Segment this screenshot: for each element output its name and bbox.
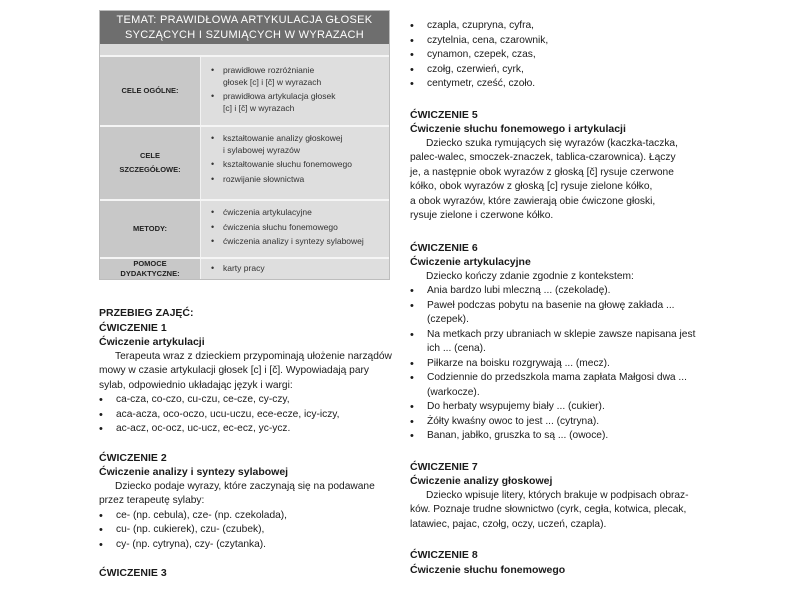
list-item: • cu- (np. cukierek), czu- (czubek),: [99, 523, 399, 538]
table-title-line: SYCZĄCYCH I SZUMIĄCYCH W WYRAZACH: [124, 29, 365, 41]
paragraph-line: ków. Poznaje trudne słownictwo (cyrk, cegła, kotwica, plecak,: [410, 504, 687, 515]
list-item: • Ania bardzo lubi mleczną ... (czekoladę).: [410, 284, 710, 299]
list-item: • centymetr, cześć, czoło.: [410, 77, 710, 92]
exercise-subheading: Ćwiczenie analizy i syntezy sylabowej: [99, 466, 289, 478]
paragraph-line: mowy w czasie artykulacji głosek [c] i [č]. Wypowiadają pary: [99, 365, 369, 376]
exercise-heading: ĆWICZENIE 2: [99, 451, 167, 464]
paragraph-line: sylab, odpowiednio układając język i wargi:: [99, 379, 293, 391]
paragraph-line: latawiec, pajac, czołg, oczy, uczeń, czapla).: [410, 518, 607, 530]
table-row-general-goals: [100, 57, 389, 125]
list-item: • karty pracy: [211, 263, 385, 275]
exercise-heading: ĆWICZENIE 1: [99, 321, 167, 334]
list-item: • cynamon, czepek, czas,: [410, 48, 710, 63]
list-item: • cy- (np. cytryna), czy- (czytanka).: [99, 538, 399, 553]
table-title: [100, 11, 389, 44]
list-item: • ce- (np. cebula), cze- (np. czekolada),: [99, 509, 399, 524]
right-column: [410, 19, 710, 577]
list-item: • Banan, jabłko, gruszka to są ... (owoce).: [410, 429, 710, 444]
exercise-heading: ĆWICZENIE 7: [410, 460, 478, 473]
list-item: • Do herbaty wsypujemy biały ... (cukier).: [410, 400, 710, 415]
table-row-specific-goals: [100, 127, 389, 199]
bullet-list: [99, 393, 399, 437]
paragraph-line: Dziecko podaje wyrazy, które zaczynają się na podawane: [115, 480, 375, 492]
paragraph-line: Dziecko kończy zdanie zgodnie z kontekstem:: [426, 270, 634, 282]
list-item: • prawidłowa artykulacja głosek [c] i [č] w wyrazach: [211, 91, 385, 114]
row-label: METODY:: [100, 201, 200, 257]
list-item: • Piłkarze na boisku rozgrywają ... (mecz).: [410, 357, 710, 372]
list-item: • Codziennie do przedszkola mama zapłata Małgosi dwa ... (warkocze).: [410, 371, 710, 400]
paragraph-line: je, a następnie obok wyrazów z głoską [č] rysuje czerwone: [410, 166, 674, 178]
paragraph-line: przez terapeutę sylaby:: [99, 495, 205, 506]
list-item: • ac-acz, oc-ocz, uc-ucz, ec-ecz, yc-ycz.: [99, 422, 399, 437]
paragraph-line: palec-walec, smoczek-znaczek, tablica-czarownica). Łączy: [410, 152, 676, 163]
row-label: CELE SZCZEGÓŁOWE:: [100, 127, 200, 199]
section-heading: PRZEBIEG ZAJĘĆ:: [99, 307, 194, 319]
exercise-subheading: Ćwiczenie analizy głoskowej: [410, 475, 553, 487]
list-item: • ca-cza, co-czo, cu-czu, ce-cze, cy-czy,: [99, 393, 399, 408]
exercise-subheading: Ćwiczenie artykulacji: [99, 336, 205, 348]
row-label: CELE OGÓLNE:: [100, 57, 200, 125]
paragraph-line: a obok wyrazów, które zawierają obie ćwiczone głoski,: [410, 195, 656, 207]
list-item: • kształtowanie słuchu fonemowego: [211, 159, 385, 171]
paragraph-line: Dziecko szuka rymujących się wyrazów (kaczka-taczka,: [426, 137, 678, 149]
list-item: • Na metkach przy ubraniach w sklepie zawsze napisana jest ich ... (cena).: [410, 328, 710, 357]
left-column: [99, 306, 399, 581]
exercise-heading: ĆWICZENIE 5: [410, 108, 478, 121]
list-item: • ćwiczenia artykulacyjne: [211, 207, 385, 219]
table-row-methods: [100, 201, 389, 257]
list-item: • ćwiczenia analizy i syntezy sylabowej: [211, 236, 385, 248]
row-values: [200, 57, 389, 125]
row-label: POMOCE DYDAKTYCZNE:: [100, 259, 200, 279]
bullet-list: [99, 509, 399, 553]
row-values: [200, 201, 389, 257]
paragraph-line: Dziecko wpisuje litery, których brakuje w podpisach obraz-: [426, 489, 689, 501]
exercise-subheading: Ćwiczenie artykulacyjne: [410, 256, 531, 268]
list-item: • aca-acza, oco-oczo, ucu-uczu, ece-ecze, icy-iczy,: [99, 408, 399, 423]
list-item: • czołg, czerwień, cyrk,: [410, 63, 710, 78]
paragraph-line: rysuje zielone i czerwone kółko.: [410, 210, 554, 221]
exercise-subheading: Ćwiczenie słuchu fonemowego i artykulacji: [410, 123, 626, 135]
list-item: • ćwiczenia słuchu fonemowego: [211, 222, 385, 234]
table-title-line: TEMAT: PRAWIDŁOWA ARTYKULACJA GŁOSEK: [116, 14, 373, 26]
row-values: [200, 127, 389, 199]
exercise-heading: ĆWICZENIE 6: [410, 241, 478, 254]
paragraph-line: kółko, obok wyrazów z głoską [c] rysuje zielone kółko,: [410, 181, 653, 192]
list-item: • czapla, czupryna, cyfra,: [410, 19, 710, 34]
exercise-heading: ĆWICZENIE 3: [99, 567, 167, 579]
row-values: [200, 259, 389, 279]
bullet-list: [410, 284, 710, 444]
lesson-plan-table: [99, 10, 390, 280]
list-item: • rozwijanie słownictwa: [211, 174, 385, 186]
paragraph-line: Terapeuta wraz z dzieckiem przypominają ułożenie narządów: [115, 350, 392, 362]
list-item: • kształtowanie analizy głoskowej i sylabowej wyrazów: [211, 133, 385, 156]
table-row-teaching-aids: [100, 259, 389, 279]
exercise-subheading: Ćwiczenie słuchu fonemowego: [410, 563, 566, 576]
list-item: • Żółty kwaśny owoc to jest ... (cytryna).: [410, 415, 710, 430]
bullet-list: [410, 19, 710, 92]
list-item: • Paweł podczas pobytu na basenie na głowę zakłada ... (czepek).: [410, 299, 710, 328]
list-item: • czytelnia, cena, czarownik,: [410, 34, 710, 49]
exercise-heading: ĆWICZENIE 8: [410, 549, 478, 561]
list-item: • prawidłowe rozróżnianie głosek [c] i [č] w wyrazach: [211, 65, 385, 88]
